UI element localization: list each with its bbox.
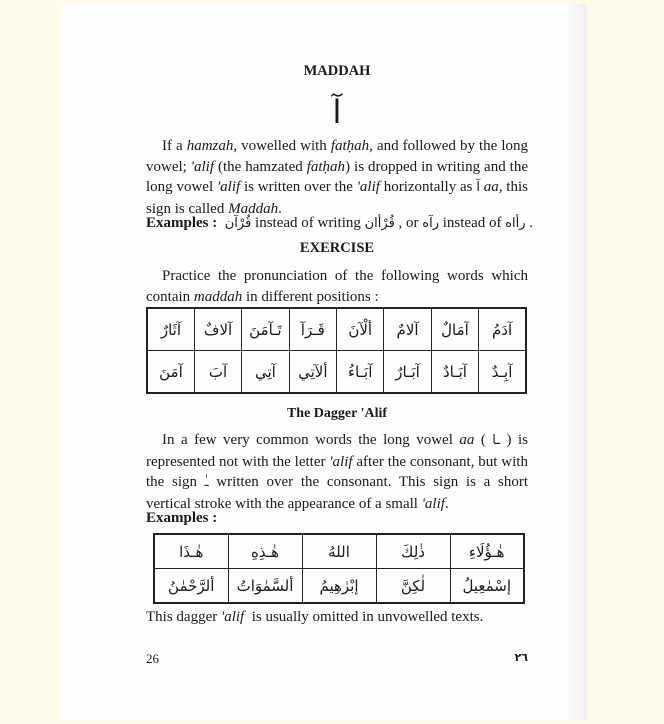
text: ) is dropped in writing and the long vowel [146, 158, 528, 195]
dagger-paragraph [146, 430, 528, 514]
table-cell: إسْمٰعِيلُ [450, 569, 524, 604]
table-cell: آثَارٌ [147, 308, 194, 351]
text: . [444, 495, 449, 512]
table-cell: ألرَّحْمٰنُ [154, 569, 228, 604]
term-aa: aa [459, 432, 475, 448]
text: , and followed by the long vowel; [146, 138, 528, 175]
term-hamzah: hamzah [186, 138, 234, 154]
exercise-heading: EXERCISE [299, 240, 375, 256]
page-gutter-shadow [568, 4, 587, 720]
term-alif: 'alif [220, 609, 245, 625]
term-fathah: fatḥah [330, 138, 370, 154]
table-cell: هٰـؤُلَاءِ [450, 534, 524, 569]
text: after the consonant, but with the sign [146, 453, 528, 490]
table-cell: لٰكِنَّ [376, 569, 450, 604]
text: . [278, 200, 282, 217]
examples-label: Examples : [146, 215, 218, 231]
term-alif: 'alif [329, 453, 353, 470]
text: instead of writing [251, 215, 365, 231]
text: in different positions : [242, 288, 379, 305]
table-cell: آبَ [194, 351, 241, 394]
maddah-heading: MADDAH [303, 63, 371, 79]
text: ) is represented not with the letter [146, 432, 529, 470]
arabic-word: رأاه [505, 216, 526, 231]
table-cell: آمَنَ [147, 351, 194, 394]
dagger-alif-heading: The Dagger 'Alif [286, 406, 388, 421]
arabic-word: قُرْأان [364, 216, 395, 231]
table-row [147, 308, 526, 351]
table-cell: ألْآنَ [337, 308, 384, 351]
table-cell: آلامٌ [384, 308, 431, 351]
term-alif: 'alif [421, 495, 445, 512]
table-cell: آمَالٌ [431, 308, 478, 351]
text: In a few very common words the long vowel [162, 432, 460, 448]
text: instead of [439, 215, 506, 231]
table-cell: اللهُ [302, 534, 376, 569]
maddah-examples [146, 213, 534, 234]
text: (the hamzated [214, 158, 307, 175]
term-alif: 'alif [216, 179, 241, 195]
text: This dagger [146, 609, 221, 625]
text: is written over the [240, 179, 357, 195]
table-cell: إبْرٰهِيمُ [302, 569, 376, 604]
exercise-paragraph [146, 266, 528, 307]
text: ( [474, 432, 493, 448]
arabic-word: رآه [422, 216, 439, 231]
table-cell: آلافٌ [194, 308, 241, 351]
term-maddah: maddah [193, 288, 243, 305]
table-row [154, 534, 524, 569]
term-alif: 'alif [190, 158, 215, 175]
long-vowel-glyph: ـا [492, 433, 501, 448]
table-cell: ألآتِي [289, 351, 336, 394]
arabic-word: قُرْآن [224, 216, 252, 231]
text: , this sign is called [146, 179, 528, 217]
text: , or [394, 215, 423, 231]
table-cell: ذٰلِكَ [376, 534, 450, 569]
text: horizontally as [379, 179, 477, 195]
term-maddah: Maddah [228, 200, 279, 217]
table-cell: آدَمُ [479, 308, 526, 351]
text: If a [162, 138, 187, 154]
dagger-sign-glyph: ـٰ [204, 475, 209, 490]
term-fathah: fatḥah [306, 158, 346, 175]
maddah-paragraph [146, 136, 528, 219]
text: Practice the pronunciation of the following words which contain [146, 268, 528, 305]
text: written over the consonant. This sign is a short vertical stroke with the appearance of a small [146, 474, 528, 512]
table-cell: آبَـارٌ [384, 351, 431, 394]
text: . [525, 215, 534, 231]
text: , vowelled with [233, 138, 331, 154]
table-cell: ألسَّمٰوَاتُ [228, 569, 302, 604]
table-cell: هٰـذَا [154, 534, 228, 569]
table-cell: آبَـادٌ [431, 351, 478, 394]
dagger-note [146, 609, 483, 626]
term-alif: 'alif [356, 179, 380, 195]
dagger-alif-words-table [153, 533, 525, 604]
term-aa: aa [483, 179, 499, 195]
dagger-examples-label: Examples : [146, 510, 218, 526]
table-row [154, 569, 524, 604]
text: is usually omitted in unvowelled texts. [244, 609, 484, 625]
maddah-glyph: آ [332, 93, 342, 131]
table-row [147, 351, 526, 394]
page-number-english: 26 [146, 651, 159, 666]
table-cell: قَـرَآ [289, 308, 336, 351]
maddah-words-table [146, 307, 527, 394]
maddah-inline-glyph: آ [476, 180, 480, 195]
table-cell: آبَـاءُ [337, 351, 384, 394]
page-number-arabic: ٢٦ [514, 651, 528, 664]
table-cell: تَـآمَنَ [242, 308, 289, 351]
table-cell: آبِـدٌ [479, 351, 526, 394]
table-cell: آتِي [242, 351, 289, 394]
table-cell: هٰـذِهِ [228, 534, 302, 569]
